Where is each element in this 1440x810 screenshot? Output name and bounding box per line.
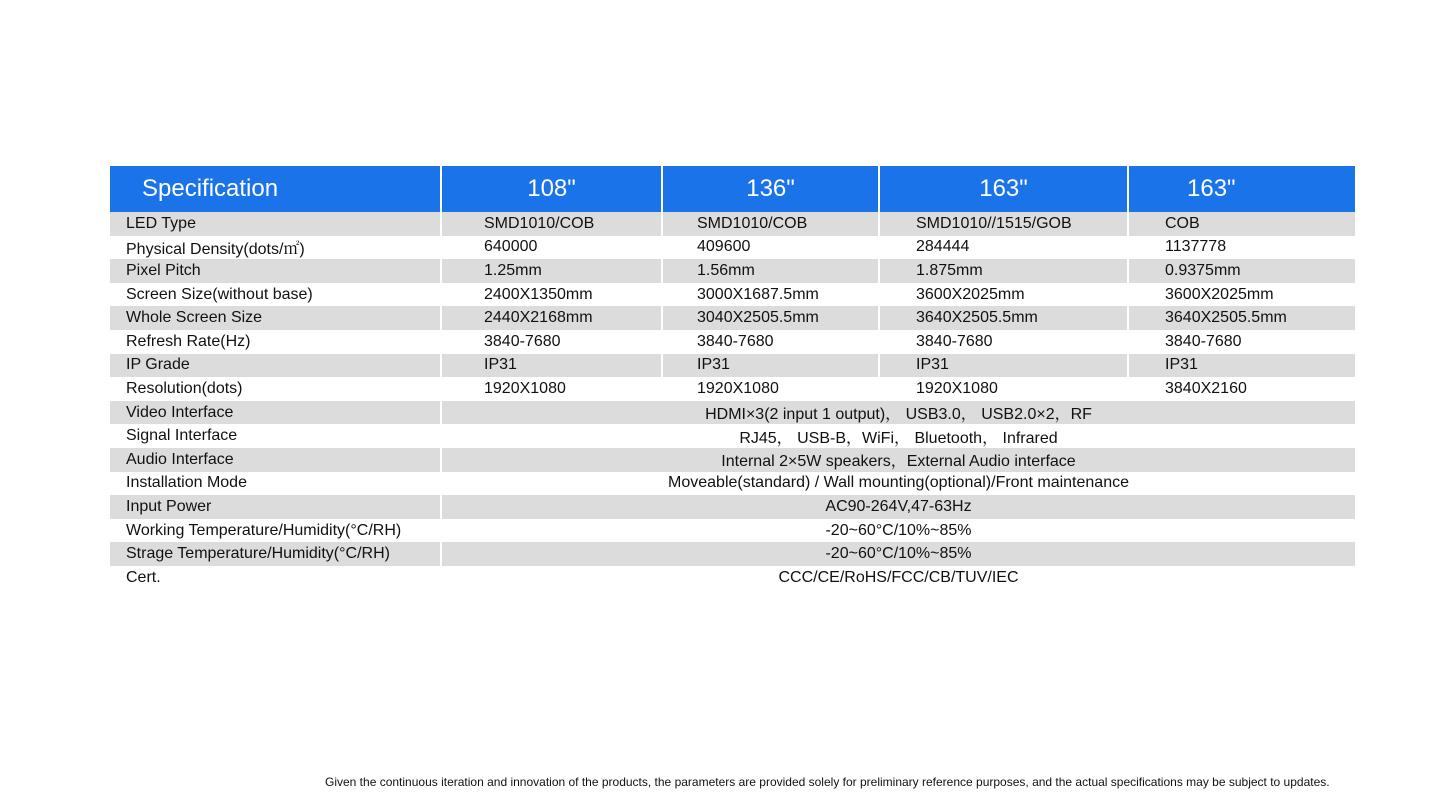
row-value: SMD1010/COB <box>442 212 663 236</box>
row-label: Resolution(dots) <box>110 377 442 401</box>
table-header <box>110 166 1355 212</box>
header-spec-label: Specification <box>110 166 442 212</box>
row-value: IP31 <box>442 354 663 378</box>
table-row <box>110 212 1355 236</box>
row-value: 3600X2025mm <box>1165 285 1274 303</box>
row-label: Physical Density(dots/㎡) <box>110 236 442 260</box>
table-row <box>110 401 1355 425</box>
row-value: 3840-7680 <box>1165 332 1242 350</box>
header-col-163-a: 163" <box>880 166 1129 212</box>
row-value: SMD1010/COB <box>663 212 880 236</box>
table-row <box>110 472 1355 496</box>
row-value: 1920X1080 <box>663 377 880 401</box>
table-row <box>110 566 1355 590</box>
table-body <box>110 212 1355 590</box>
row-value: 640000 <box>442 236 663 260</box>
row-value: SMD1010//1515/GOB <box>880 212 1129 236</box>
row-value: COB <box>1129 212 1355 236</box>
table-row <box>110 495 1355 519</box>
row-value: 284444 <box>880 236 1129 260</box>
row-label: Video Interface <box>110 401 442 425</box>
table-row <box>110 306 1355 330</box>
row-merged-value: CCC/CE/RoHS/FCC/CB/TUV/IEC <box>778 568 1019 586</box>
row-label: Signal Interface <box>110 424 442 448</box>
row-merged-value: RJ45， USB-B，WiFi， Bluetooth， Infrared <box>739 429 1058 447</box>
row-label: Cert. <box>110 566 442 590</box>
row-value: 3000X1687.5mm <box>663 283 880 307</box>
row-value: 1.25mm <box>442 259 663 283</box>
row-label: Input Power <box>110 495 442 519</box>
row-merged-value: AC90-264V,47-63Hz <box>442 495 1355 519</box>
row-label: Audio Interface <box>110 448 442 472</box>
row-value: 1920X1080 <box>442 377 663 401</box>
table-row <box>110 259 1355 283</box>
row-merged-value: Internal 2×5W speakers，External Audio interface <box>442 448 1355 472</box>
table-row <box>110 424 1355 448</box>
row-value: IP31 <box>1129 354 1355 378</box>
row-label: IP Grade <box>110 354 442 378</box>
header-col-108: 108" <box>442 166 663 212</box>
row-label: Strage Temperature/Humidity(°C/RH) <box>110 542 442 566</box>
row-value: 1.875mm <box>880 259 1129 283</box>
table-row <box>110 283 1355 307</box>
table-row <box>110 330 1355 354</box>
row-value: 3640X2505.5mm <box>880 306 1129 330</box>
row-merged-value: -20~60°C/10%~85% <box>442 542 1355 566</box>
row-value: 3640X2505.5mm <box>1129 306 1355 330</box>
row-merged-value: -20~60°C/10%~85% <box>825 521 972 539</box>
row-value: 3840-7680 <box>442 330 663 354</box>
row-label: Screen Size(without base) <box>110 283 442 307</box>
row-merged-value: HDMI×3(2 input 1 output)， USB3.0， USB2.0×2，RF <box>442 401 1355 425</box>
row-value: 1920X1080 <box>880 377 1129 401</box>
row-value: 3840X2160 <box>1165 379 1247 397</box>
table-row <box>110 377 1355 401</box>
row-value: 2400X1350mm <box>442 283 663 307</box>
row-value: 0.9375mm <box>1129 259 1355 283</box>
row-label: Whole Screen Size <box>110 306 442 330</box>
table-row <box>110 542 1355 566</box>
spec-table <box>110 166 1355 590</box>
disclaimer-footnote: Given the continuous iteration and innovation of the products, the parameters are provided solely for preliminary reference purposes, and the actual specifications may be subject to updates. <box>325 775 1330 789</box>
row-label: Working Temperature/Humidity(°C/RH) <box>110 519 442 543</box>
row-label: Pixel Pitch <box>110 259 442 283</box>
row-label: Installation Mode <box>110 472 442 496</box>
row-value: 3040X2505.5mm <box>663 306 880 330</box>
row-value: 3600X2025mm <box>880 283 1129 307</box>
table-row <box>110 354 1355 378</box>
row-value: 1.56mm <box>663 259 880 283</box>
row-value: 2440X2168mm <box>442 306 663 330</box>
table-row <box>110 236 1355 260</box>
row-value: IP31 <box>880 354 1129 378</box>
row-label: Refresh Rate(Hz) <box>110 330 442 354</box>
row-value: IP31 <box>663 354 880 378</box>
table-row <box>110 448 1355 472</box>
row-value: 3840-7680 <box>880 330 1129 354</box>
row-label: LED Type <box>110 212 442 236</box>
row-merged-value: Moveable(standard) / Wall mounting(optional)/Front maintenance <box>668 474 1129 492</box>
header-col-163-b: 163" <box>1187 175 1236 202</box>
row-value: 409600 <box>663 236 880 260</box>
header-col-136: 136" <box>663 166 880 212</box>
row-value: 1137778 <box>1165 238 1227 256</box>
table-row <box>110 519 1355 543</box>
row-value: 3840-7680 <box>663 330 880 354</box>
